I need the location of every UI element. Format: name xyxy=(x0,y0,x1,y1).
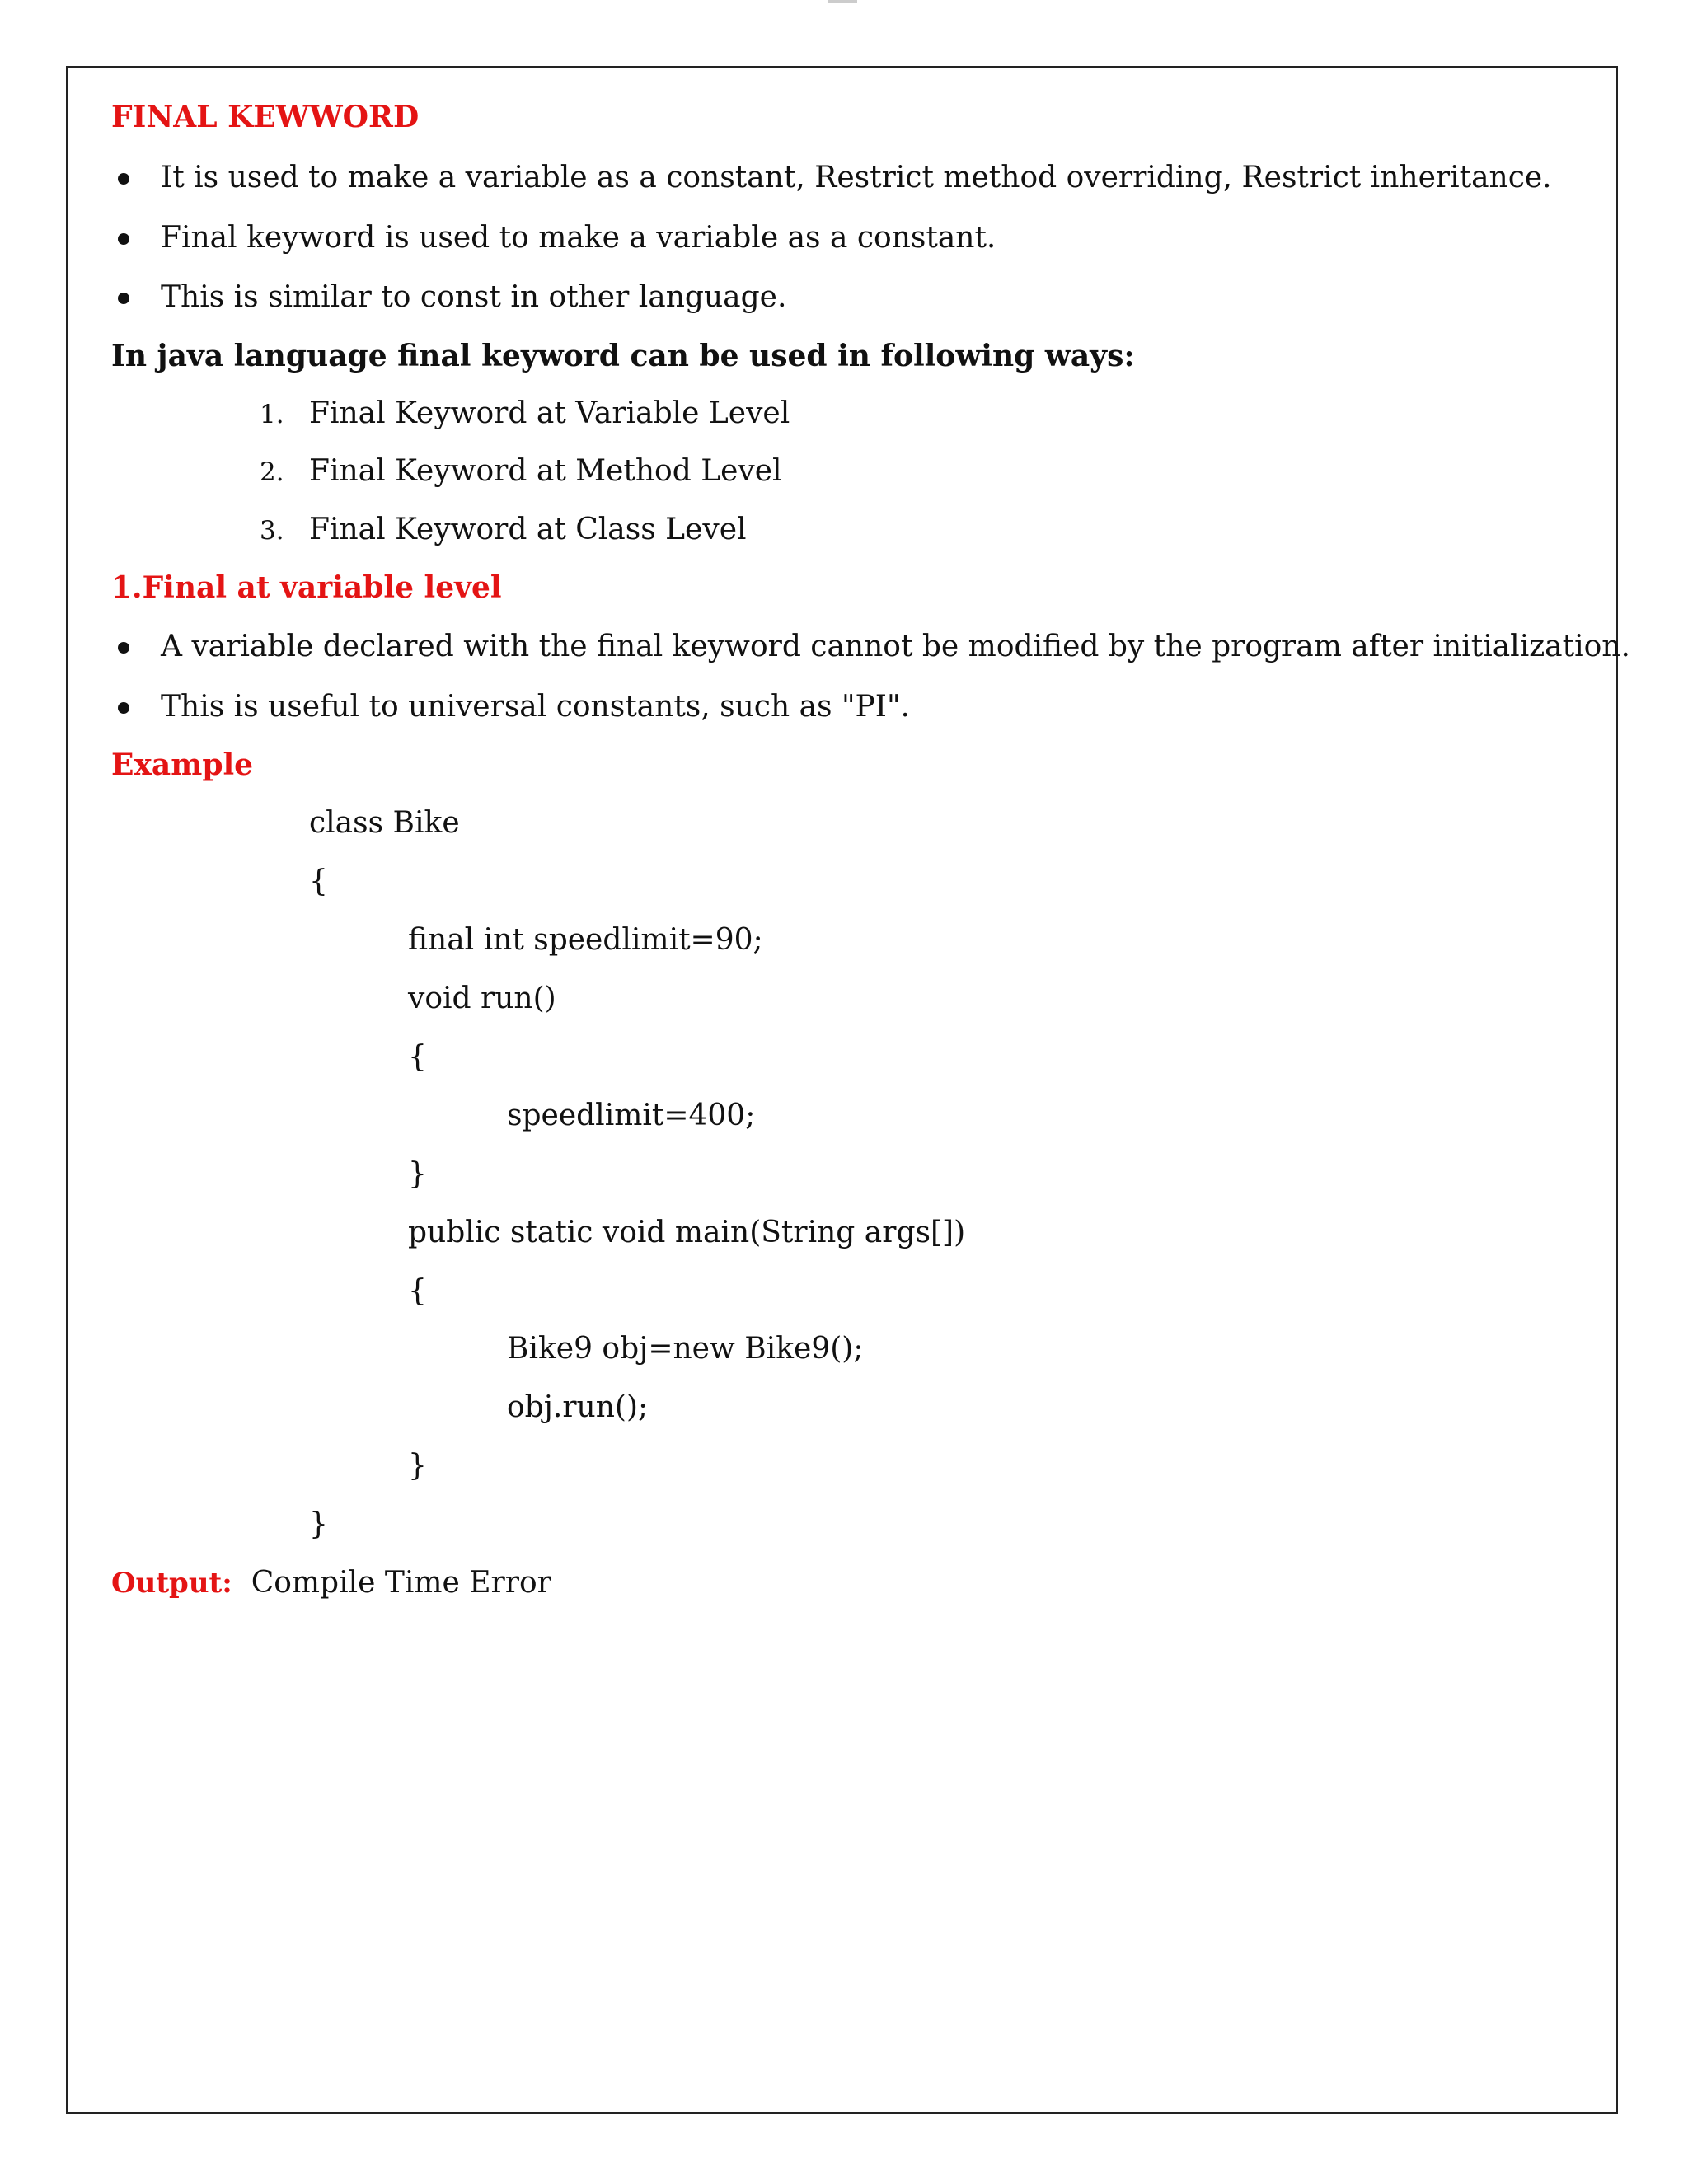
code-line: public static void main(String args[]) xyxy=(408,1216,966,1249)
header-mark xyxy=(828,0,857,3)
code-line: class Bike xyxy=(309,806,460,840)
code-line: { xyxy=(408,1040,427,1074)
code-line: } xyxy=(309,1507,328,1541)
code-line: } xyxy=(408,1449,427,1483)
section-heading-variable-level: 1.Final at variable level xyxy=(111,570,502,605)
bullet-icon xyxy=(118,233,129,245)
ways-item-text: Final Keyword at Variable Level xyxy=(309,396,790,430)
code-line: obj.run(); xyxy=(507,1390,649,1424)
intro-bullet-3: This is similar to const in other language. xyxy=(161,280,787,314)
ways-item-1 xyxy=(260,396,790,433)
output-value: Compile Time Error xyxy=(251,1566,551,1600)
bullet-icon xyxy=(118,293,129,304)
ways-item-2 xyxy=(260,453,782,490)
bullet-icon xyxy=(118,642,129,654)
example-heading: Example xyxy=(111,748,254,782)
output-line xyxy=(111,1565,551,1601)
code-line: Bike9 obj=new Bike9(); xyxy=(507,1332,864,1366)
bullet-icon xyxy=(118,173,129,185)
code-line: } xyxy=(408,1157,427,1191)
ways-item-number: 2. xyxy=(260,457,284,487)
page-title: FINAL KEWWORD xyxy=(111,100,420,134)
code-line: final int speedlimit=90; xyxy=(408,923,763,957)
ways-item-text: Final Keyword at Class Level xyxy=(309,513,747,546)
intro-bullet-2: Final keyword is used to make a variable as a constant. xyxy=(161,221,996,255)
ways-heading: In java language final keyword can be used in following ways: xyxy=(111,339,1135,373)
code-line: void run() xyxy=(408,982,556,1015)
output-label: Output: xyxy=(111,1567,232,1600)
code-line: { xyxy=(309,865,328,898)
ways-item-number: 1. xyxy=(260,400,284,429)
section1-bullet-1: A variable declared with the final keyword cannot be modified by the program after initialization. xyxy=(161,630,1630,663)
ways-item-number: 3. xyxy=(260,516,284,546)
section1-bullet-2: This is useful to universal constants, such as "PI". xyxy=(161,690,910,724)
ways-item-3 xyxy=(260,512,747,549)
code-line: { xyxy=(408,1274,427,1308)
bullet-icon xyxy=(118,702,129,714)
code-line: speedlimit=400; xyxy=(507,1099,756,1132)
ways-item-text: Final Keyword at Method Level xyxy=(309,454,782,488)
intro-bullet-1: It is used to make a variable as a constant, Restrict method overriding, Restrict inheritance. xyxy=(161,161,1552,194)
